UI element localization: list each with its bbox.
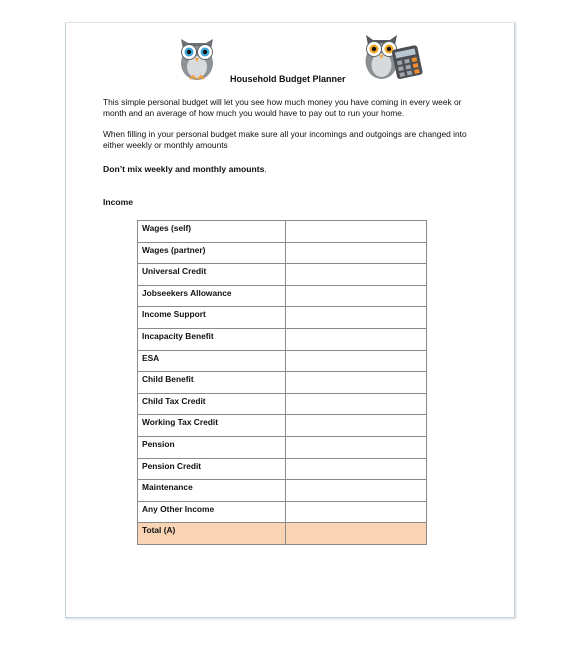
income-amount-cell[interactable] [285,393,426,415]
table-row [138,285,427,307]
document-page [65,22,515,618]
income-label-cell: Universal Credit [138,264,286,286]
income-amount-cell[interactable] [285,458,426,480]
table-row [138,458,427,480]
income-amount-cell[interactable] [285,501,426,523]
income-label-cell: Pension [138,436,286,458]
total-row [138,523,427,545]
table-row [138,480,427,502]
table-row [138,501,427,523]
income-label-cell: Any Other Income [138,501,286,523]
table-row [138,436,427,458]
table-row [138,372,427,394]
income-table [137,220,427,545]
income-label-cell: Income Support [138,307,286,329]
income-amount-cell[interactable] [285,415,426,437]
income-label-cell: Child Benefit [138,372,286,394]
intro-paragraph: This simple personal budget will let you see how much money you have coming in every week or month and an average of how much you would have to pay out to run your home. [103,97,462,118]
income-amount-cell[interactable] [285,307,426,329]
income-amount-cell[interactable] [285,328,426,350]
total-amount-cell[interactable] [285,523,426,545]
income-label-cell: Wages (partner) [138,242,286,264]
income-label-cell: Maintenance [138,480,286,502]
instructions-paragraph: When filling in your personal budget make sure all your incomings and outgoings are changed into either weekly or monthly amounts [103,129,467,150]
income-amount-cell[interactable] [285,436,426,458]
warning-tail: . [264,164,267,174]
warning-bold: Don’t mix weekly and monthly amounts [103,164,265,174]
table-row [138,393,427,415]
income-label-cell: ESA [138,350,286,372]
table-row [138,307,427,329]
income-amount-cell[interactable] [285,480,426,502]
income-label-cell: Jobseekers Allowance [138,285,286,307]
income-amount-cell[interactable] [285,285,426,307]
income-amount-cell[interactable] [285,264,426,286]
total-label-cell: Total (A) [138,523,286,545]
income-amount-cell[interactable] [285,242,426,264]
warning-text [103,164,267,174]
income-label-cell: Child Tax Credit [138,393,286,415]
table-row [138,221,427,243]
income-label-cell: Pension Credit [138,458,286,480]
income-amount-cell[interactable] [285,221,426,243]
section-heading-income: Income [103,197,134,207]
table-row [138,264,427,286]
income-label-cell: Incapacity Benefit [138,328,286,350]
income-label-cell: Working Tax Credit [138,415,286,437]
income-amount-cell[interactable] [285,372,426,394]
owl-icon [176,33,218,81]
table-row [138,350,427,372]
table-row [138,242,427,264]
document-title: Household Budget Planner [230,74,346,84]
table-row [138,415,427,437]
table-row [138,328,427,350]
owl-calculator-icon [362,29,426,83]
income-label-cell: Wages (self) [138,221,286,243]
income-amount-cell[interactable] [285,350,426,372]
